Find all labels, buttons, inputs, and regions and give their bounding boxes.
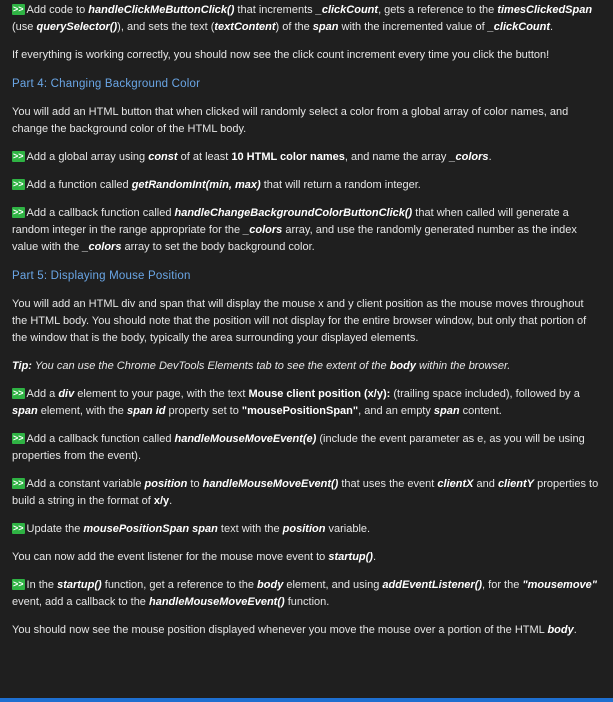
step-click-count: >> Add code to handleClickMeButtonClick() that increments _clickCount, gets a reference to the timesClickedSpan (use querySelector()), and sets the text (textContent) of the span with the incremented value of _clickCount. [12,4,593,33]
click-count-note: If everything is working correctly, you should now see the click count increment every time you click the button! [12,49,550,61]
step-arrow-icon: >> [13,151,24,161]
part5-intro: You will add an HTML div and span that will display the mouse x and y client position as the mouse moves throughout the HTML body. You should note that the position will not display for the entire browser window, but only that portion of the window that is the body, typically the area surrounding your displayed elements. [12,298,587,344]
step-mousemove-callback: >> Add a callback function called handleMouseMoveEvent(e) (include the event parameter as e, as you will be using properties from the event). [12,433,585,462]
step-arrow-icon: >> [13,388,24,398]
step-change-bg-callback: >> Add a callback function called handleChangeBackgroundColorButtonClick() that when called will generate a random integer in the range appropriate for the _colors array, and use the randomly generated number as the index value with the _colors array to set the body background color. [12,207,577,253]
step-position-const: >> Add a constant variable position to handleMouseMoveEvent() that uses the event clientX and clientY properties to build a string in the format of x/y. [12,478,599,507]
step-arrow-icon: >> [13,179,24,189]
step-arrow-icon: >> [13,579,24,589]
step-arrow-icon: >> [13,4,24,14]
step-arrow-icon: >> [13,207,24,217]
event-listener-note: You can now add the event listener for the mouse move event to startup(). [12,551,377,563]
instructions-content [0,2,613,639]
step-startup-listener: >> In the startup() function, get a reference to the body element, and using addEventListener(), for the "mousemove" event, add a callback to the handleMouseMoveEvent() function. [12,579,598,608]
step-update-span: >> Update the mousePositionSpan span text with the position variable. [13,523,371,535]
step-add-div: >> Add a div element to your page, with the text Mouse client position (x/y): (trailing space included), followed by a span element, with the span id property set to "mousePositionSpan", and an empty span content. [12,388,580,417]
step-arrow-icon: >> [13,523,24,533]
step-global-array: >> Add a global array using const of at least 10 HTML color names, and name the array _colors. [13,151,492,163]
part5-heading: Part 5: Displaying Mouse Position [12,270,191,282]
step-random-int: >> Add a function called getRandomInt(min, max) that will return a random integer. [13,179,421,191]
bottom-accent-bar [0,698,613,702]
part4-heading: Part 4: Changing Background Color [12,78,201,90]
final-note: You should now see the mouse position displayed whenever you move the mouse over a portion of the HTML body. [12,624,577,636]
step-arrow-icon: >> [13,478,24,488]
part4-intro: You will add an HTML button that when clicked will randomly select a color from a global array of color names, and change the background color of the HTML body. [12,106,569,135]
devtools-tip: Tip: You can use the Chrome DevTools Elements tab to see the extent of the body within the browser. [12,360,511,372]
step-arrow-icon: >> [13,433,24,443]
